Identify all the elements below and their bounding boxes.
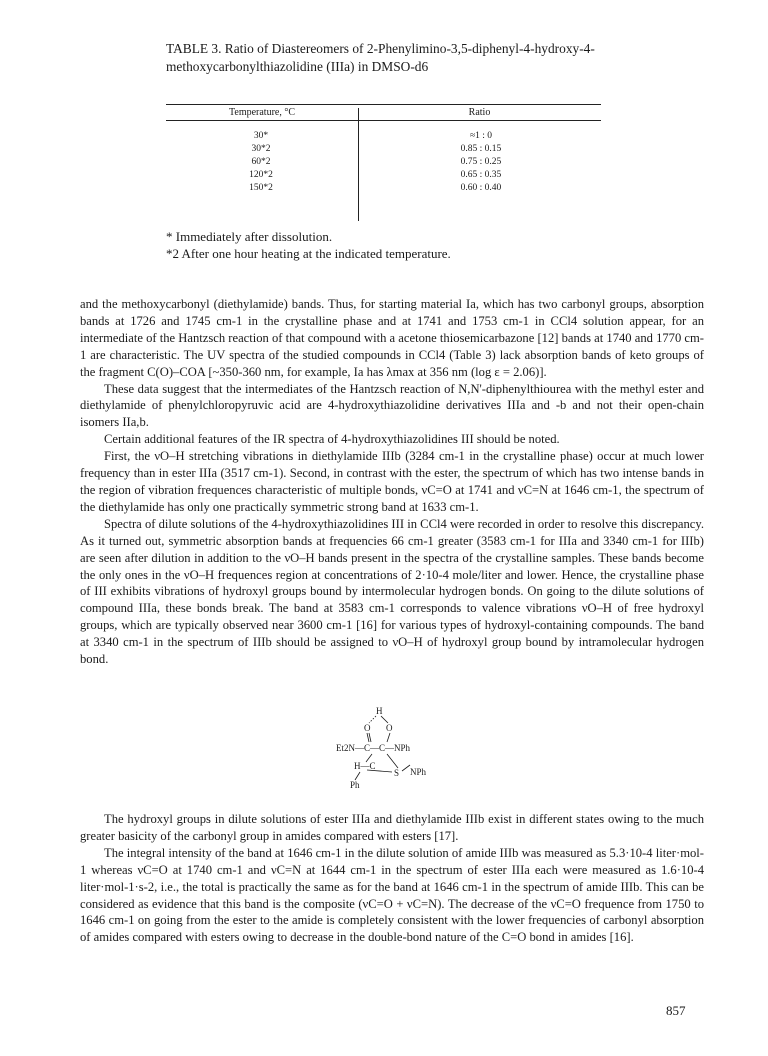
header-temperature: Temperature, °C — [228, 107, 296, 118]
cell-ratio: 0.60 : 0.40 — [460, 183, 502, 193]
struct-label-nph: NPh — [410, 767, 427, 777]
body-text-lower — [80, 811, 704, 946]
body-text-upper — [80, 296, 704, 668]
cell-ratio: ≈1 : 0 — [469, 131, 493, 141]
cell-ratio: 0.85 : 0.15 — [460, 144, 502, 154]
cell-temperature: 150*2 — [249, 183, 273, 193]
page-number: 857 — [666, 1003, 686, 1018]
table-rule-header — [166, 120, 601, 121]
struct-label-hc: H—C — [354, 761, 376, 771]
struct-label-ph: Ph — [350, 780, 360, 790]
paragraph: The integral intensity of the band at 1646 cm-1 in the dilute solution of amide IIIb was measured as 5.3·10-4 liter·mol-1 whereas νC=O at 1740 cm-1 and νC=N at 1644 cm-1 in the spectrum of ester IIIa each were measured as 1.6·10-4 liter·mol-1·s-2, i.e., the total is practically the same as for the band at 1646 cm-1 in the spectrum of amide IIIb. This can be considered as evidence that this band is the composite (νC=O + νC=N). The decrease of the νC=O frequence from 1750 to 1646 cm-1 on going from the ester to the amide is completely consistent with the lower frequencies of carbonyl absorption of amides compared with esters owing to decrease in the double-bond nature of the C=O bond in amides [16]. — [80, 845, 704, 945]
paragraph: Spectra of dilute solutions of the 4-hydroxythiazolidines III in CCl4 were recorded in order to resolve this discrepancy. As it turned out, symmetric absorption bands at frequencies 66 cm-1 greater (3583 cm-1 for IIIa and 3340 cm-1 for IIIb) are seen after dilution in addition to the νO–H bands present in the spectra of the crystalline samples. These bands become the only ones in the νO–H frequences region at concentrations of 2·10-4 mole/liter and lower. Hence, the crystalline phase of III exhibits vibrations of hydroxyl groups bound by intermolecular hydrogen bonds. On going to the dilute solutions of compound IIIa, these bonds break. The band at 3583 cm-1 corresponds to valence vibrations νO–H of free hydroxyl groups, which are typically observed near 3600 cm-1 [16] for various types of hydroxyl-containing compounds. The band at 3340 cm-1 in the spectrum of IIIb should be assigned to νO–H of hydroxyl group bound by intramolecular hydrogen bond. — [80, 516, 704, 667]
intramolecular-hbond-structure — [320, 706, 480, 796]
cell-temperature: 30*2 — [251, 144, 271, 154]
paragraph: and the methoxycarbonyl (diethylamide) bands. Thus, for starting material Ia, which has two carbonyl groups, absorption bands at 1726 and 1745 cm-1 in the crystalline phase and at 1741 and 1753 cm-1 in CCl4 solution appear, for an intermediate of the Hantzsch reaction of that compound with a acetone thiosemicarbazone [12] bands at 1740 and 1770 cm-1 are characteristic. The UV spectra of the studied compounds in CCl4 (Table 3) lack absorption bands of keto groups of the fragment C(O)–COA [~350-360 nm, for example, Ia has λmax at 356 nm (log ε = 2.06)]. — [80, 297, 704, 379]
struct-label-o: O — [386, 723, 393, 733]
cell-temperature: 30* — [253, 131, 269, 141]
header-ratio: Ratio — [468, 107, 491, 118]
struct-label-h: H — [376, 706, 383, 716]
struct-label-s: S — [394, 768, 400, 778]
table-rule-top — [166, 104, 601, 105]
table-footnote: * Immediately after dissolution. — [166, 229, 333, 244]
paragraph: Certain additional features of the IR spectra of 4-hydroxythiazolidines III should be noted. — [104, 432, 560, 447]
cell-ratio: 0.65 : 0.35 — [460, 170, 502, 180]
paragraph: These data suggest that the intermediates of the Hantzsch reaction of N,N'-diphenylthiourea with the methyl ester and diethylamide of phenylchloropyruvic acid are 4-hydroxythiazolidine derivatives IIIa and -b and not their open-chain isomers IIa,b. — [80, 381, 704, 430]
paragraph: The hydroxyl groups in dilute solutions of ester IIIa and diethylamide IIIb exist in different states owing to the much greater basicity of the carbonyl group in amides compared with esters [17]. — [80, 812, 704, 843]
table-column-divider — [358, 108, 359, 221]
paragraph: First, the νO–H stretching vibrations in diethylamide IIIb (3284 cm-1 in the crystalline phase) occur at much lower frequency than in ester IIIa (3517 cm-1). Second, in contrast with the ester, the spectrum of which has two intense bands in the region of vibration frequences characteristic of multiple bonds, νC=O at 1741 and νC=N at 1646 cm-1, the spectrum of the diethylamide has only one practically symmetric strong band at 1633 cm-1. — [80, 449, 704, 514]
cell-temperature: 120*2 — [249, 170, 273, 180]
table-caption: TABLE 3. Ratio of Diastereomers of 2-Phenylimino-3,5-diphenyl-4-hydroxy-4-methoxycarbonylthiazolidine (IIIa) in DMSO-d6 — [166, 41, 595, 74]
table-footnote: *2 After one hour heating at the indicated temperature. — [166, 246, 451, 261]
cell-ratio: 0.75 : 0.25 — [460, 157, 502, 167]
cell-temperature: 60*2 — [251, 157, 271, 167]
struct-label-o: O — [364, 723, 371, 733]
struct-label-et2n: Et2N—C—C—NPh — [336, 743, 411, 753]
